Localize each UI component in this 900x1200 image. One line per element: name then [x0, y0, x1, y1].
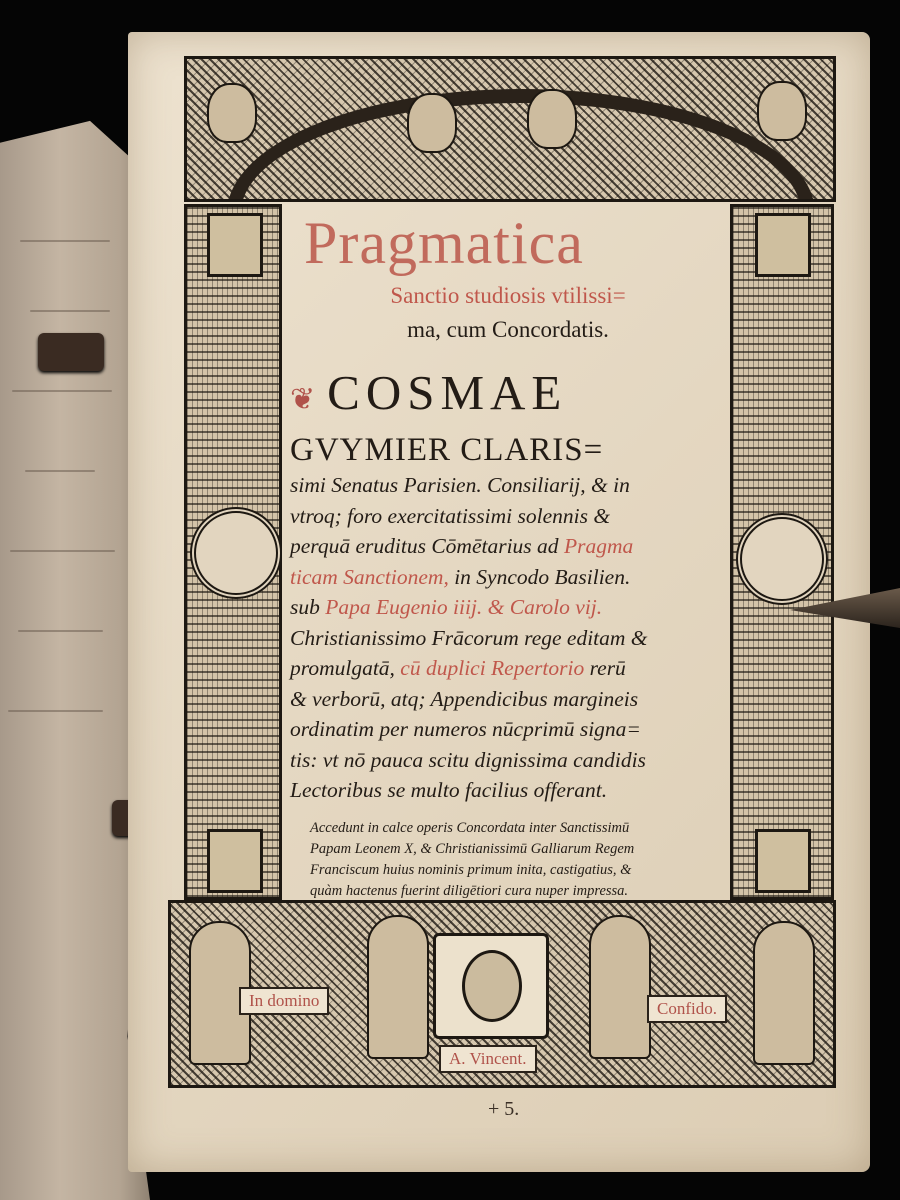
signature-mark: + 5. — [488, 1098, 520, 1120]
manuscript-line — [12, 390, 112, 392]
printer-name-scroll: A. Vincent. — [439, 1045, 537, 1073]
body-line: simi Senatus Parisien. Consiliarij, & in — [290, 473, 630, 497]
angel-figure — [753, 921, 815, 1065]
putto-figure — [527, 89, 577, 149]
body-line: tis: vt nō pauca scitu dignissima candidis — [290, 747, 646, 772]
manuscript-line — [20, 240, 110, 242]
portrait-medallion — [736, 513, 828, 605]
book-title: Pragmatica — [304, 210, 584, 276]
manuscript-line — [18, 630, 103, 632]
portrait-head — [755, 213, 811, 277]
printer-device-woodcut — [168, 900, 836, 1088]
subtitle-line: Sanctio studiosis vtilissi= — [390, 283, 626, 308]
manuscript-line — [10, 550, 115, 552]
putto-figure — [757, 81, 807, 141]
left-pillar-woodcut — [184, 204, 282, 900]
body-line: Lectoribus se multo facilius offerant. — [290, 778, 608, 802]
portrait-head — [207, 829, 263, 893]
body-line: vtroq; foro exercitatissimi solennis & — [290, 503, 611, 528]
arch-ornament — [227, 89, 815, 202]
top-arch-woodcut — [184, 56, 836, 202]
putto-figure — [207, 83, 257, 143]
motto-scroll-left: In domino — [239, 987, 329, 1015]
upper-clasp — [38, 333, 104, 371]
portrait-medallion — [190, 507, 282, 599]
manuscript-line — [8, 710, 103, 712]
right-pillar-woodcut — [730, 204, 834, 900]
portrait-head — [755, 829, 811, 893]
body-line: sub Papa Eugenio iiij. & Carolo vij. — [290, 595, 603, 619]
body-line: Christianissimo Frācorum rege editam & — [290, 625, 648, 650]
saint-figure — [367, 915, 429, 1059]
body-line: & verborū, atq; Appendicibus margineis — [290, 686, 639, 711]
putto-figure — [407, 93, 457, 153]
manuscript-line — [25, 470, 95, 472]
portrait-head — [207, 213, 263, 277]
body-line: ticam Sanctionem, in Syncodo Basilien. — [290, 564, 631, 589]
author-surname: GVYMIER CLARIS= — [290, 432, 604, 468]
motto-scroll-right: Confido. — [647, 995, 727, 1023]
saint-figure — [589, 915, 651, 1059]
concordat-note: Accedunt in calce operis Concordata inter Sanctissimū Papam Leonem X, & Christianissimū Galliarum Regem Franciscum huius nominis primum inita, castigatius, & quàm hactenus fuerint diligētiori cura nuper impressa. — [310, 819, 635, 899]
title-text-block — [290, 205, 726, 902]
fleuron-ornament-icon: ❦ — [290, 383, 316, 416]
subtitle-line: ma, cum Concordatis. — [407, 317, 609, 342]
manuscript-line — [30, 310, 110, 312]
holy-face — [462, 950, 522, 1022]
body-line: ordinatim per numeros nūcprimū signa= — [290, 717, 641, 741]
author-firstname: ❦ COSMAE — [290, 365, 568, 420]
veronica-veil — [433, 933, 549, 1039]
body-line: perquā eruditus Cōmētarius ad Pragma — [290, 534, 634, 558]
body-line: promulgatā, cū duplici Repertorio rerū — [290, 656, 626, 680]
